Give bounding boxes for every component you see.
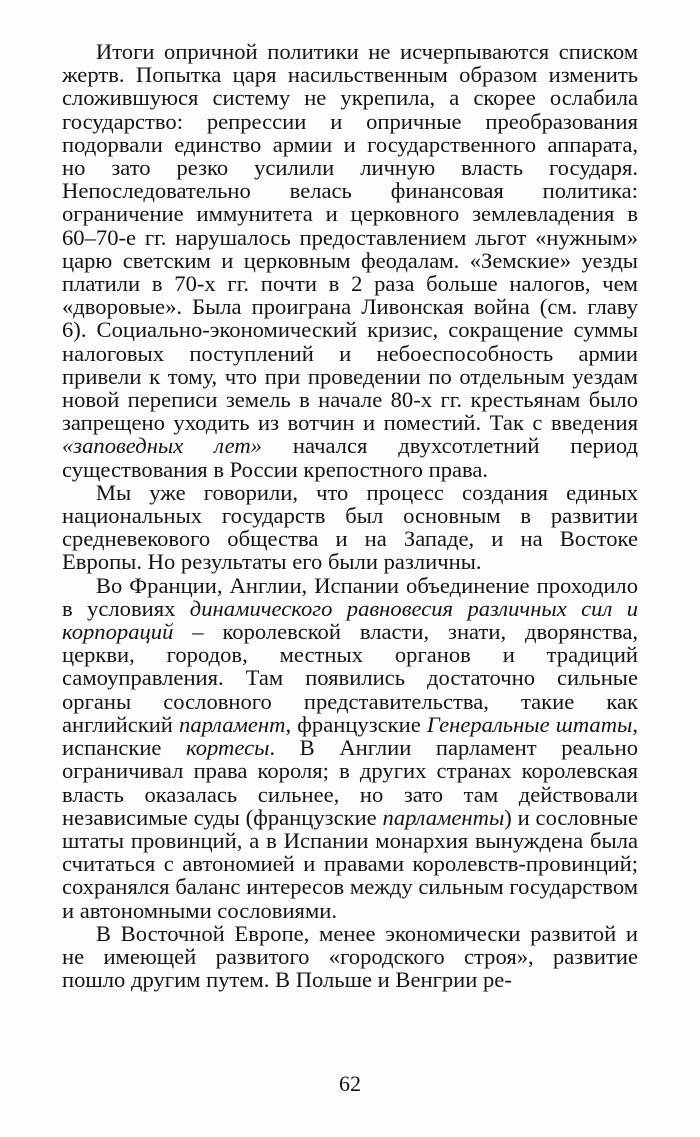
paragraph-4: В Восточной Европе, менее экономически развитой и не имеющей развитого «городского строя», развитие пошло другим путем. В Польше и Венгрии ре- bbox=[62, 920, 638, 993]
italic-term: парламент bbox=[179, 711, 286, 737]
italic-term: кортесы bbox=[186, 735, 270, 761]
paragraph-3: Во Франции, Англии, Испании объединение проходило в условиях динамического равновесия различных сил и корпораций – королевской власти, знати, дворянства, церкви, городов, местных органов и традиций самоуправления. Там появились достаточно сильные органы сословного представительства, такие как английский парламент, французские Генеральные штаты, испанские кортесы. В Англии парламент реально ограничивал права короля; в других странах королевская власть оказалась сильнее, но зато там действовали независимые суды (французские парламенты) и сословные штаты провинций, а в Испании монархия вынуждена была считаться с автономией и правами королевств-провинций; сохранялся баланс интересов между сильным государством и автономными сословиями. bbox=[62, 572, 638, 923]
page-number: 62 bbox=[339, 1071, 361, 1096]
body-text bbox=[62, 40, 638, 991]
italic-term: динамического равновесия различных сил и корпораций bbox=[62, 595, 638, 645]
paragraph-1: Итоги опричной политики не исчерпываются списком жертв. Попытка царя насильственным образом изменить сложившуюся систему не укрепила, а скорее ослабила государство: репрессии и опричные преобразования подорвали единство армии и государственного аппарата, но зато резко усилили личную власть государя. Непоследовательно велась финансовая политика: ограничение иммунитета и церковного землевладения в 60–70-е гг. нарушалось предоставлением льгот «нужным» царю светским и церковным феодалам. «Земские» уезды платили в 70-х гг. почти в 2 раза больше налогов, чем «дворовые». Была проиграна Ливонская война (см. главу 6). Социально-экономический кризис, сокращение суммы налоговых поступлений и небоеспособность армии привели к тому, что при проведении по отдельным уездам новой переписи земель в начале 80-х гг. крестьянам было запрещено уходить из вотчин и поместий. Так с введения «заповедных лет» начался двухсотлетний период существования в России крепостного права. bbox=[62, 39, 638, 482]
italic-term: Генеральные штаты bbox=[426, 711, 633, 737]
italic-term: «заповедных лет» bbox=[62, 433, 262, 459]
paragraph-2: Мы уже говорили, что процесс создания единых национальных государств был основным в развитии средневекового общества и на Западе, и на Востоке Европы. Но результаты его были различны. bbox=[62, 479, 638, 575]
italic-term: парламенты bbox=[382, 804, 505, 830]
